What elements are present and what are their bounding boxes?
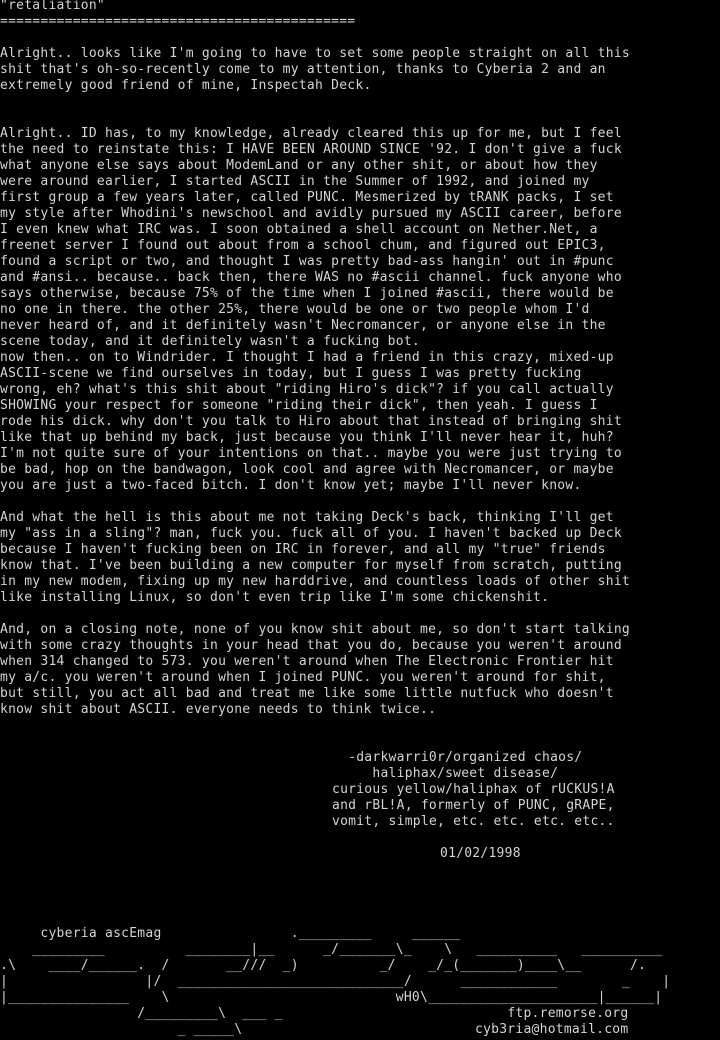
magazine-logo-caption: cyberia ascEmag ._________ ______: [0, 926, 461, 941]
email-address: cyb3ria@hotmail.com: [475, 1022, 629, 1037]
document-title: "retaliation": [0, 0, 105, 13]
ftp-address: ftp.remorse.org: [507, 1006, 629, 1021]
paragraph-deck: And what the hell is this about me not taking Deck's back, thinking I'll get my "ass in a sling"? man, fuck you. fuck all of you. I haven't backed up Deck because I haven't fucking been on IRC in forever, and all my "true" friends know that. I've been building a new computer for myself from scratch, putting in my new modem, fixing up my new harddrive, and countless loads of other shit like installing Linux, so don't even trip like I'm some chickenshit.: [0, 510, 630, 605]
ascii-logo-art: _________ ________|__ _/_______\_ \ __________ __________ .\ ____/______. / __/// _) _/ _/_(_______)____\__ /. | |/ ____________________________/ ____________ _ | |_______________ \ wH0\_____________________|______| /_________\ ___ _ _ _____\: [0, 942, 671, 1037]
contact-info: [475, 1006, 628, 1038]
paragraph-closing: And, on a closing note, none of you know shit about me, so don't start talking with some crazy thoughts in your head that you do, because you weren't around when 314 changed to 573. you weren't around when The Electronic Frontier hit my a/c. you weren't around when I joined PUNC. you weren't around for shit, but still, you act all bad and treat me like some little nutfuck who doesn't know shit about ASCII. everyone needs to think twice..: [0, 622, 630, 717]
paragraph-windrider: now then.. on to Windrider. I thought I had a friend in this crazy, mixed-up ASCII-scene we find ourselves in today, but I guess I was pretty fucking wrong, eh? what's this shit about "riding Hiro's dick"? if you call actually SHOWING your respect for someone "riding their dick", then yeah. I guess I rode his dick. why don't you talk to Hiro about that instead of bringing shit like that up behind my back, just because you think I'll never hear it, huh? I'm not quite sure of your intentions on that.. maybe you were just trying to be bad, hop on the bandwagon, look cool and agree with Necromancer, or maybe you are just a two-faced bitch. I don't know yet; maybe I'll never know.: [0, 350, 622, 493]
paragraph-intro: Alright.. looks like I'm going to have to set some people straight on all this shit that's oh-so-recently come to my attention, thanks to Cyberia 2 and an extremely good friend of mine, Inspectah Deck.: [0, 46, 630, 93]
document-date: 01/02/1998: [440, 846, 521, 861]
title-underline: ============================================: [0, 14, 356, 29]
paragraph-history: Alright.. ID has, to my knowledge, already cleared this up for me, but I feel the need to reinstate this: I HAVE BEEN AROUND SINCE '92. I don't give a fuck what anyone else says about ModemLand or any other shit, or about how they were around earlier, I started ASCII in the Summer of 1992, and joined my first group a few years later, called PUNC. Mesmerized by tRANK packs, I set my style after Whodini's newschool and avidly pursued my ASCII career, before I even knew what IRC was. I soon obtained a shell account on Nether.Net, a freenet server I found out about from a school chum, and figured out EPIC3, found a script or two, and thought I was pretty bad-ass hangin' out in #punc and #ansi.. because.. back then, there WAS no #ascii channel. fuck anyone who says otherwise, because 75% of the time when I joined #ascii, there would be no one in there. the other 25%, there would be one or two people whom I'd never heard of, and it definitely wasn't Necromancer, or anyone else in the scene today, and it definitely wasn't a fucking bot.: [0, 126, 622, 349]
document-header: [0, 0, 355, 30]
author-signature: -darkwarri0r/organized chaos/ haliphax/sweet disease/ curious yellow/haliphax of rUCKUS!A and rBL!A, formerly of PUNC, gRAPE, vomit, simple, etc. etc. etc. etc..: [332, 750, 615, 829]
